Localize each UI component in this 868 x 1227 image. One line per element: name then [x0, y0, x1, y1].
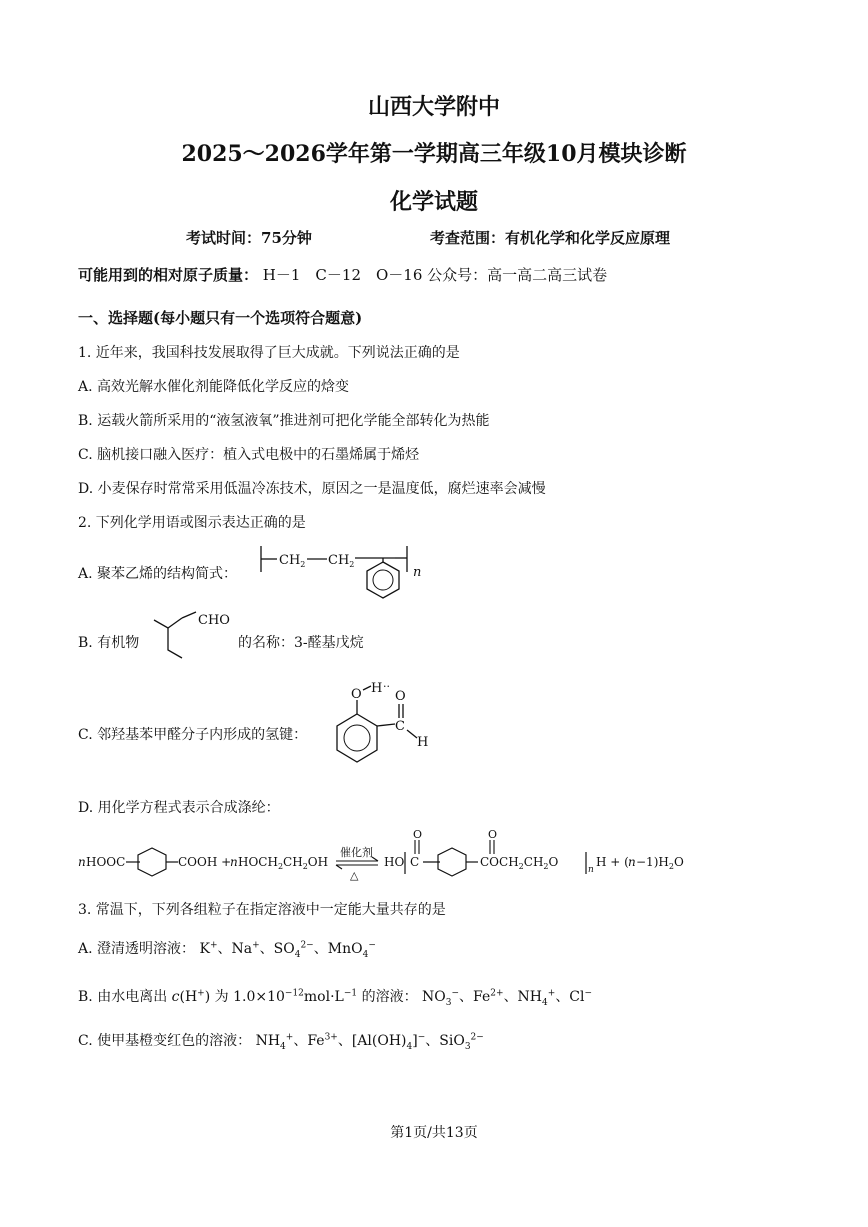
svg-text:O: O: [351, 687, 362, 702]
svg-text:n: n: [588, 865, 594, 875]
q3-option-b-mid: 为: [214, 989, 229, 1005]
q2-option-d: D. 用化学方程式表示合成涤纶：: [78, 800, 280, 816]
q3-option-b-value: $1.0\times 10^{-12}mol\cdot L^{-1}$: [233, 988, 358, 1005]
salicylaldehyde-structure: [325, 678, 445, 778]
q2-option-a: A. 聚苯乙烯的结构简式：: [78, 566, 238, 582]
exam-time: 考试时间：75分钟: [186, 229, 312, 247]
q3-option-b-label: B. 由水电离出: [78, 989, 168, 1005]
q2-option-b-pre: B. 有机物: [78, 635, 140, 651]
svg-text:CHO: CHO: [198, 613, 230, 628]
q3-option-c-label: C. 使甲基橙变红色的溶液：: [78, 1033, 252, 1049]
q3-option-a: [78, 938, 376, 960]
q1-option-d: D. 小麦保存时常常采用低温冷冻技术，原因之一是温度低，腐烂速率会减慢: [78, 481, 546, 497]
atomic-mass-line: [78, 264, 607, 285]
q3-option-b-end: 的溶液：: [361, 989, 418, 1005]
svg-text:C: C: [395, 719, 405, 734]
heat-symbol: △: [350, 869, 359, 882]
q1-option-b: B. 运载火箭所采用的“液氢液氧”推进剂可把化学能全部转化为热能: [78, 413, 490, 429]
subject-title: 化学试题: [389, 189, 478, 215]
svg-text:n: n: [230, 855, 238, 869]
svg-text:··: ··: [383, 680, 390, 693]
q3-option-a-ions: K+、Na+、$SO_4^{2-}$、MnO$_4$−: [199, 940, 376, 960]
q3-option-b-concentration: c(H+): [171, 988, 211, 1005]
q1-option-a: A. 高效光解水催化剂能降低化学反应的焓变: [78, 379, 350, 395]
svg-text:HOOC: HOOC: [86, 855, 126, 869]
atomic-mass-note: 公众号：高一高二高三试卷: [427, 266, 608, 284]
svg-text:HO: HO: [384, 855, 405, 869]
svg-text:COCH2CH2O: $COCH_2CH_2O$: [480, 855, 559, 871]
q2-option-b-post: 的名称：3-醛基戊烷: [238, 635, 364, 651]
exam-scope: 考查范围：有机化学和化学反应原理: [430, 229, 671, 247]
school-name: 山西大学附中: [367, 94, 500, 120]
svg-text:O: O: [488, 828, 498, 841]
q3-option-a-label: A. 澄清透明溶液：: [78, 941, 196, 957]
svg-text:H + (: H + (: [596, 855, 629, 869]
svg-text:−1)H2O: $-1)H_2O$: [636, 855, 684, 871]
q1-stem: 1. 近年来，我国科技发展取得了巨大成就。下列说法正确的是: [78, 345, 460, 361]
q1-option-c: C. 脑机接口融入医疗：植入式电极中的石墨烯属于烯烃: [78, 447, 420, 463]
q3-option-b-ions: $NO_3^-$、$Fe^{2+}$、$NH_4^+$、Cl−: [422, 988, 593, 1008]
catalyst-label: 催化剂: [340, 846, 373, 859]
q3-stem: 3. 常温下，下列各组粒子在指定溶液中一定能大量共存的是: [78, 902, 446, 918]
svg-text:H: H: [417, 735, 429, 750]
polystyrene-structure: [255, 540, 435, 600]
q2-option-c: C. 邻羟基苯甲醛分子内形成的氢键：: [78, 727, 308, 743]
svg-text:O: O: [413, 828, 423, 841]
svg-text:O: O: [395, 689, 406, 704]
svg-text:HOCH2CH2OH: $HOCH_2CH_2OH$: [238, 855, 329, 871]
svg-text:n: n: [628, 855, 636, 869]
section-heading: 一、选择题(每小题只有一个选项符合题意): [78, 309, 363, 327]
svg-text:n: n: [413, 565, 422, 580]
q3-option-b: [78, 986, 592, 1008]
svg-text:COOH +: COOH +: [178, 855, 232, 869]
polyester-equation: [78, 826, 698, 884]
atomic-mass-label: 可能用到的相对原子质量：: [78, 266, 259, 284]
exam-title: 2025～2026学年第一学期高三年级10月模块诊断: [181, 141, 687, 167]
svg-text:H: H: [371, 681, 383, 696]
svg-text:CH2: $CH_2$: [328, 553, 355, 569]
q2-stem: 2. 下列化学用语或图示表达正确的是: [78, 515, 306, 531]
q3-option-c-ions: $NH_4^+$、$Fe^{3+}$、$[Al(OH)_4]^-$、SiO$_3^{2-}$: [255, 1032, 484, 1052]
svg-text:C: C: [410, 855, 420, 869]
q3-option-c: [78, 1030, 484, 1052]
pentanal-structure: [150, 610, 240, 668]
svg-text:CH2: $CH_2$: [279, 553, 306, 569]
atomic-mass-values: H－1 C－12 O－16: [262, 266, 423, 284]
svg-text:n: n: [78, 855, 86, 869]
page-footer: 第1页/共13页: [390, 1125, 478, 1141]
